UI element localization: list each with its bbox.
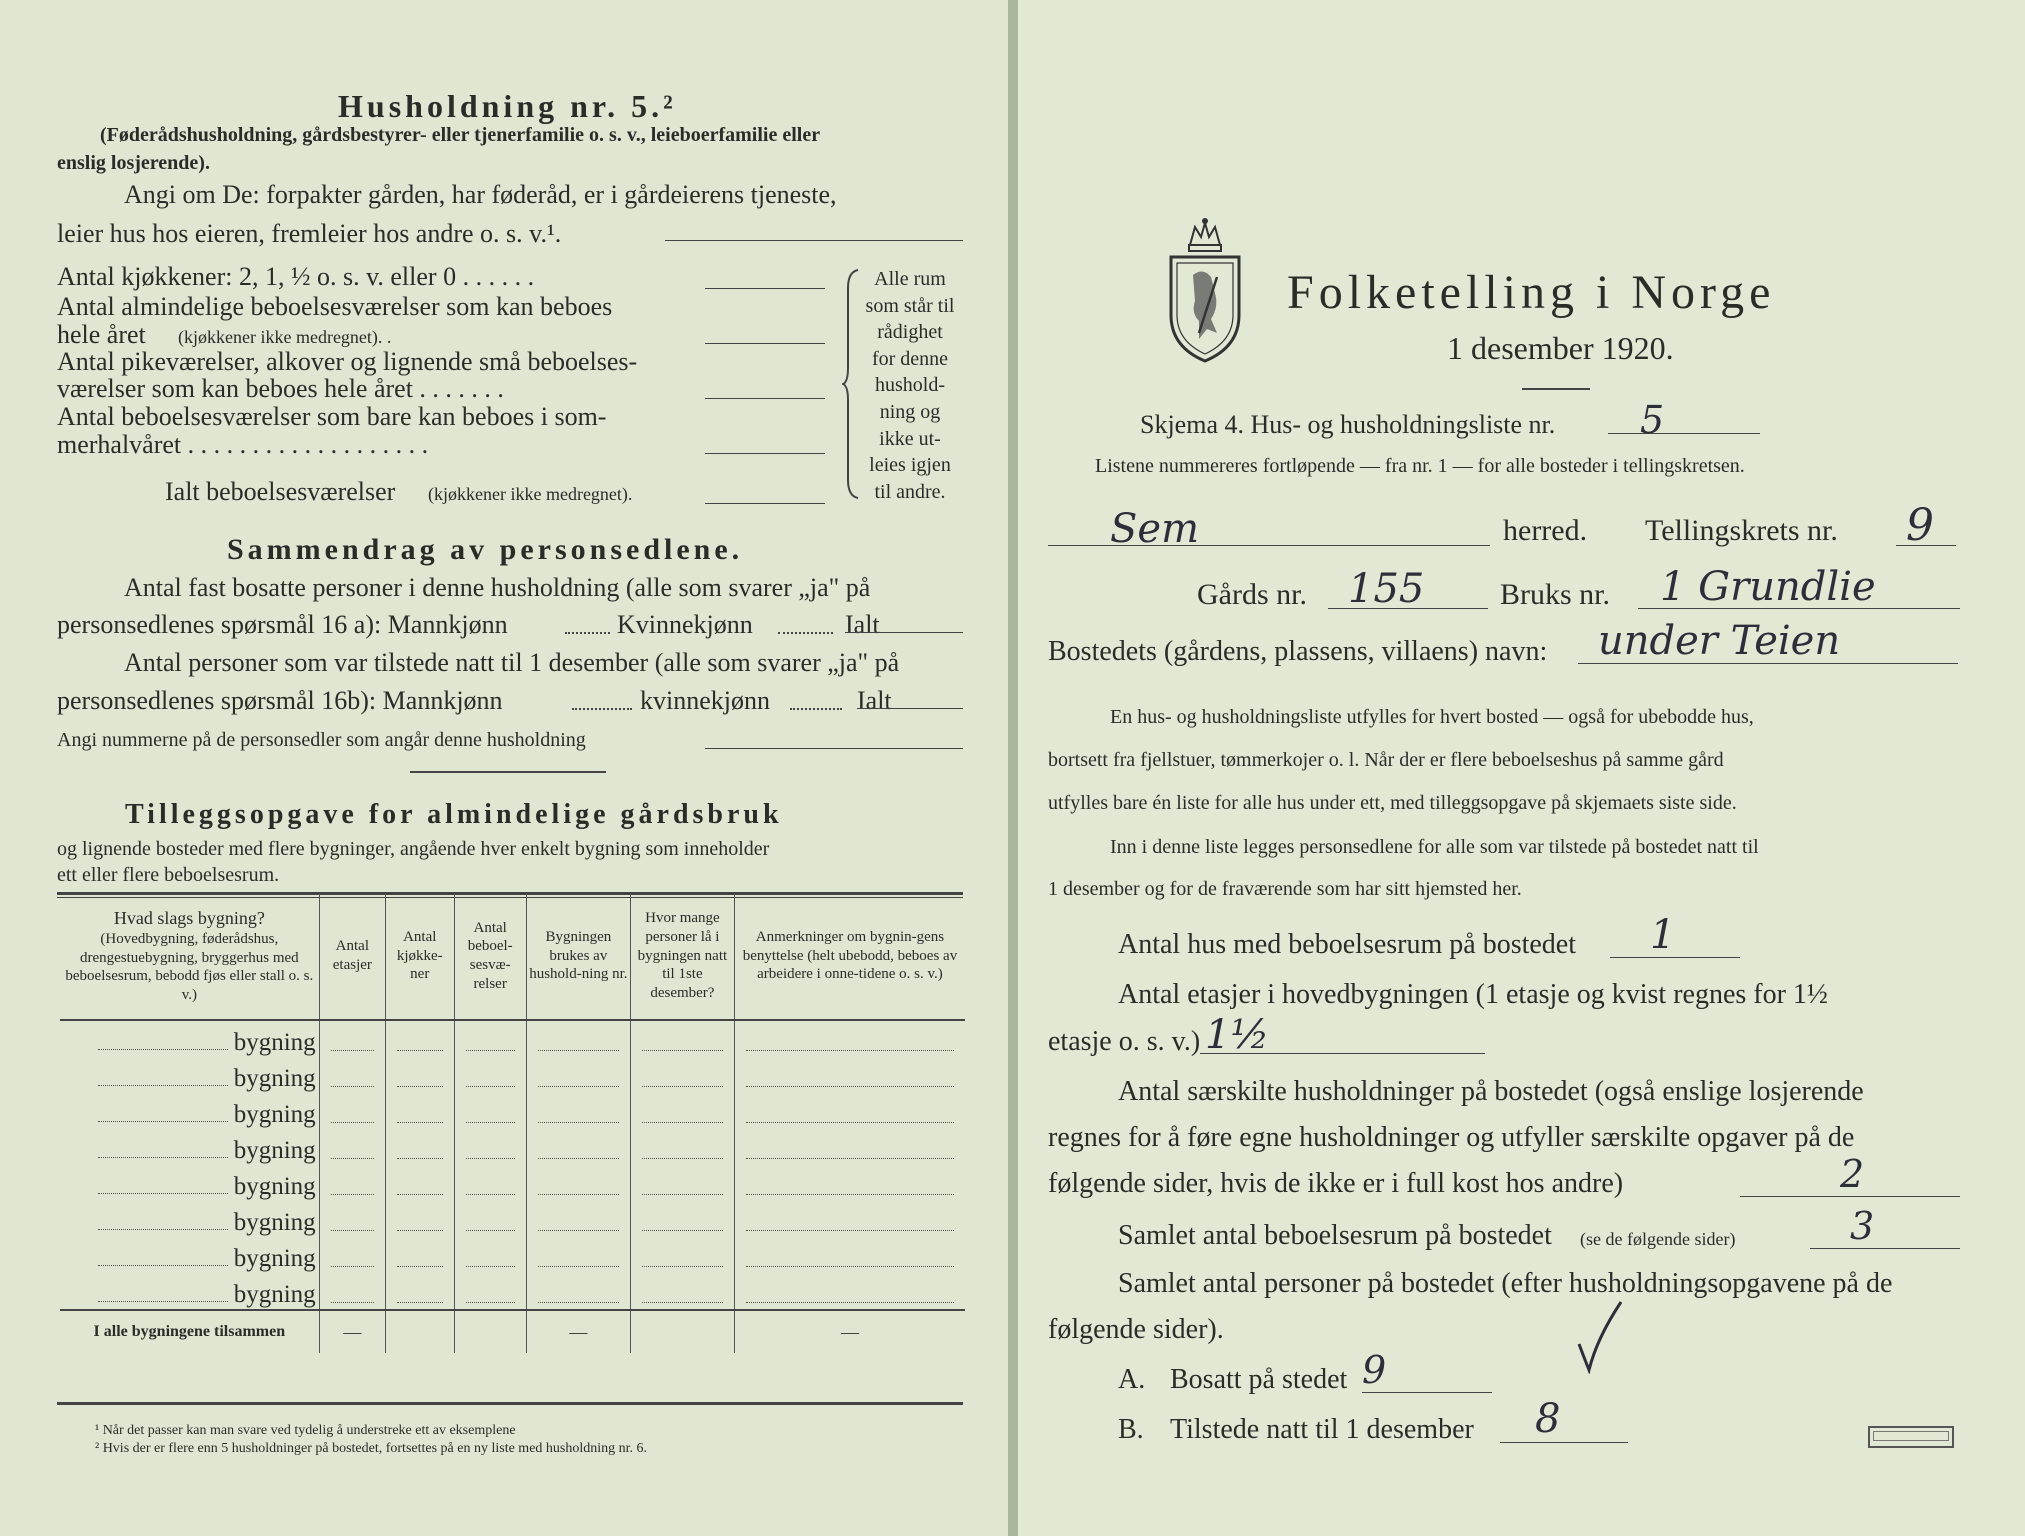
buildings-table	[60, 893, 965, 1353]
row-label: bygning	[60, 1273, 319, 1310]
almindelige-answer-line	[705, 343, 825, 344]
table-header-row	[60, 893, 965, 1020]
table-row	[60, 1237, 965, 1273]
etasjer-value: 1½	[1205, 1012, 1270, 1058]
p1-ialt-answer	[845, 632, 963, 633]
skjema-label: Skjema 4. Hus- og husholdningsliste nr.	[1140, 410, 1556, 439]
rooms-bracket	[842, 268, 862, 500]
almindelige-note: (kjøkkener ikke medregnet). .	[178, 327, 392, 347]
info-line5: 1 desember og for de fraværende som har sitt hjemsted her.	[1048, 878, 1522, 900]
p1-kvinne-label: Kvinnekjønn	[617, 610, 753, 639]
bracket-note-line: Alle rum	[874, 268, 946, 290]
table-total-row	[60, 1310, 965, 1353]
header-etasjer: Antal etasjer	[319, 893, 385, 1020]
bracket-note-line: rådighet	[877, 321, 943, 344]
bosted-value: under Teien	[1598, 618, 1841, 664]
total-kjokkener	[386, 1310, 454, 1353]
header-beboelsesvaerelser: Antal beboel-sesvæ-relser	[454, 893, 526, 1020]
p2-ialt-answer	[857, 708, 963, 709]
bracket-note-line: til andre.	[874, 480, 946, 503]
info-line3: utfylles bare én liste for alle hus under ett, med tilleggsopgave på skjemaets siste side.	[1048, 792, 1737, 814]
total-anmerkninger: —	[734, 1310, 965, 1353]
header-husholdning-nr: Bygningen brukes av hushold-ning nr.	[526, 893, 630, 1020]
sammendrag-p1-line2: personsedlenes spørsmål 16 a): Mannkjønn	[57, 610, 508, 639]
almindelige-label-line1: Antal almindelige beboelsesværelser som kan beboes	[57, 292, 613, 321]
samlet-rum-note: (se de følgende sider)	[1580, 1229, 1736, 1249]
bruks-value: 1 Grundlie	[1660, 564, 1876, 610]
printer-stamp-icon	[1868, 1426, 1954, 1448]
herred-value: Sem	[1110, 506, 1200, 552]
p2-ialt-label: Ialt	[857, 686, 892, 715]
p1-mann-answer	[565, 632, 610, 634]
b-value: 8	[1535, 1396, 1561, 1442]
sammendrag-p1-line1: Antal fast bosatte personer i denne husholdning (alle som svarer „ja" på	[124, 573, 871, 602]
info-line1: En hus- og husholdningsliste utfylles for hvert bosted — også for ubebodde hus,	[1110, 706, 1754, 728]
herred-label: herred.	[1503, 514, 1588, 547]
sommer-answer-line	[705, 453, 825, 454]
samlet-rum-value: 3	[1850, 1204, 1875, 1248]
norway-coat-of-arms-icon	[1165, 215, 1245, 365]
sommer-label-line1: Antal beboelsesværelser som bare kan beboes i som-	[57, 402, 607, 431]
table-row	[60, 1093, 965, 1129]
checkmark-icon	[1575, 1298, 1625, 1374]
total-beboelse	[454, 1310, 526, 1353]
info-line4: Inn i denne liste legges personsedlene for alle som var tilstede på bostedet natt til	[1110, 836, 1759, 858]
row-label: bygning	[60, 1093, 319, 1129]
table-row	[60, 1057, 965, 1093]
pike-answer-line	[705, 398, 825, 399]
skjema-answer-line	[1608, 433, 1760, 434]
samlet-rum-answer-line	[1810, 1248, 1960, 1249]
a-answer-line	[1362, 1392, 1492, 1393]
samlet-rum-label: Samlet antal beboelsesrum på bostedet	[1118, 1220, 1552, 1251]
bracket-note-line: for denne	[871, 347, 949, 370]
sarskilte-line3: følgende sider, hvis de ikke er i full kost hos andre)	[1048, 1168, 1624, 1199]
table-row	[60, 1129, 965, 1165]
bracket-note-line: hushold-	[875, 374, 945, 397]
tellingskrets-label: Tellingskrets nr.	[1645, 514, 1838, 547]
census-title: Folketelling i Norge	[1287, 266, 1776, 319]
sammendrag-heading: Sammendrag av personsedlene.	[227, 533, 744, 566]
footnote-2: ² Hvis der er flere enn 5 husholdninger på bostedet, fortsettes på en ny liste med husholdning nr. 6.	[95, 1441, 648, 1456]
table-row	[60, 1165, 965, 1201]
header-personer: Hvor mange personer lå i bygningen natt til 1ste desember?	[630, 893, 734, 1020]
p1-kvinne-answer	[778, 632, 833, 634]
hus-label: Antal hus med beboelsesrum på bostedet	[1118, 929, 1577, 960]
ialt-rooms-note: (kjøkkener ikke medregnet).	[428, 484, 633, 504]
b-text: Tilstede natt til 1 desember	[1170, 1414, 1474, 1445]
bosted-label: Bostedets (gårdens, plassens, villaens) navn:	[1048, 636, 1548, 667]
row-label: bygning	[60, 1057, 319, 1093]
samlet-pers-line2: følgende sider).	[1048, 1314, 1224, 1345]
angi-answer-line	[665, 240, 963, 241]
row-label: bygning	[60, 1129, 319, 1165]
total-husholdning: —	[526, 1310, 630, 1353]
header-kjokkener: Antal kjøkke-ner	[386, 893, 454, 1020]
pike-label-line2: værelser som kan beboes hele året . . . . . . .	[57, 374, 504, 403]
skjema-value: 5	[1640, 398, 1665, 442]
bracket-note-line: ning og	[879, 400, 941, 423]
total-etasjer: —	[319, 1310, 385, 1353]
total-label: I alle bygningene tilsammen	[60, 1310, 319, 1353]
header-building-type-title: Hvad slags bygning?	[113, 908, 265, 929]
ialt-rooms-answer-line	[705, 503, 825, 504]
sarskilte-line1: Antal særskilte husholdninger på bostedet (også enslige losjerende	[1118, 1076, 1864, 1107]
angi-nummerne-answer	[705, 748, 963, 749]
a-value: 9	[1362, 1348, 1387, 1392]
ialt-rooms-label: Ialt beboelsesværelser	[165, 477, 396, 506]
sammendrag-p2-line1: Antal personer som var tilstede natt til 1 desember (alle som svarer „ja" på	[124, 648, 900, 677]
row-label: bygning	[60, 1237, 319, 1273]
tillegg-line2: ett eller flere beboelsesrum.	[57, 864, 280, 886]
household-title: Husholdning nr. 5.²	[338, 88, 677, 124]
listene-note: Listene nummereres fortløpende — fra nr. 1 — for alle bosteder i tellingskretsen.	[1095, 455, 1745, 477]
tillegg-heading: Tilleggsopgave for almindelige gårdsbruk	[125, 799, 783, 830]
tellingskrets-value: 9	[1906, 500, 1934, 551]
p1-ialt-label: Ialt	[845, 610, 880, 639]
pike-label-line1: Antal pikeværelser, alkover og lignende små beboelses-	[57, 347, 638, 376]
row-label: bygning	[60, 1201, 319, 1237]
row-label: bygning	[60, 1165, 319, 1201]
bracket-note-line: som står til	[865, 294, 955, 317]
row-label: bygning	[60, 1020, 319, 1057]
household-subtitle-line2: enslig losjerende).	[57, 152, 210, 174]
table-bottom-rule	[57, 1402, 963, 1405]
kjokkener-label: Antal kjøkkener: 2, 1, ½ o. s. v. eller 0 . . . . . .	[57, 262, 535, 291]
census-date: 1 desember 1920.	[1447, 330, 1674, 366]
gards-value: 155	[1348, 566, 1425, 612]
p2-mann-answer	[572, 708, 632, 710]
angi-line2: leier hus hos eieren, fremleier hos andre o. s. v.¹.	[57, 219, 562, 248]
total-personer	[630, 1310, 734, 1353]
hus-value: 1	[1650, 912, 1676, 958]
info-line2: bortsett fra fjellstuer, tømmerkojer o. l. Når der er flere beboelseshus på samme gård	[1048, 749, 1724, 771]
section-divider	[410, 771, 606, 773]
bracket-note-line: ikke ut-	[879, 427, 941, 450]
table-row	[60, 1020, 965, 1057]
bruks-label: Bruks nr.	[1500, 578, 1611, 611]
b-answer-line	[1500, 1442, 1628, 1443]
sommer-label-line2: merhalvåret . . . . . . . . . . . . . . . . . . .	[57, 430, 429, 459]
header-anmerkninger: Anmerkninger om bygnin-gens benyttelse (helt ubebodd, beboes av arbeidere i onne-tidene o. s. v.)	[734, 893, 965, 1020]
household-subtitle-line1: (Føderådshusholdning, gårdsbestyrer- eller tjenerfamilie o. s. v., leieboerfamilie eller	[100, 124, 821, 146]
table-row	[60, 1201, 965, 1237]
bracket-note-line: leies igjen	[869, 454, 951, 477]
header-building-type-desc: (Hovedbygning, føderådshus, drengestuebygning, bryggerhus med beboelsesrum, bebodd fjøs eller stall o. s. v.)	[65, 930, 314, 1003]
samlet-pers-line1: Samlet antal personer på bostedet (efter husholdningsopgavene på de	[1118, 1268, 1893, 1299]
bracket-note	[860, 266, 960, 505]
gards-label: Gårds nr.	[1197, 578, 1307, 611]
a-text: Bosatt på stedet	[1170, 1364, 1348, 1395]
etasjer-line1: Antal etasjer i hovedbygningen (1 etasje og kvist regnes for 1½	[1118, 979, 1828, 1010]
almindelige-label-line2: hele året	[57, 320, 146, 349]
b-label: B.	[1118, 1414, 1144, 1445]
sarskilte-value: 2	[1840, 1152, 1865, 1196]
a-label: A.	[1118, 1364, 1146, 1395]
tillegg-line1: og lignende bosteder med flere bygninger, angående hver enkelt bygning som inneholder	[57, 838, 770, 860]
angi-nummerne-label: Angi nummerne på de personsedler som angår denne husholdning	[57, 729, 586, 751]
sarskilte-line2: regnes for å føre egne husholdninger og utfyller særskilte opgaver på de	[1048, 1122, 1855, 1153]
angi-line1: Angi om De: forpakter gården, har føderåd, er i gårdeierens tjeneste,	[124, 180, 837, 209]
title-divider	[1522, 388, 1590, 390]
p2-kvinne-label: kvinnekjønn	[640, 686, 770, 715]
p2-kvinne-answer	[790, 708, 842, 710]
etasjer-line2: etasje o. s. v.)	[1048, 1026, 1201, 1057]
sammendrag-p2-line2: personsedlenes spørsmål 16b): Mannkjønn	[57, 686, 503, 715]
header-building-type	[60, 893, 319, 1020]
kjokkener-answer-line	[705, 288, 825, 289]
footnote-1: ¹ Når det passer kan man svare ved tydelig å understreke ett av eksemplene	[95, 1423, 516, 1438]
table-row	[60, 1273, 965, 1310]
sarskilte-answer-line	[1740, 1196, 1960, 1197]
